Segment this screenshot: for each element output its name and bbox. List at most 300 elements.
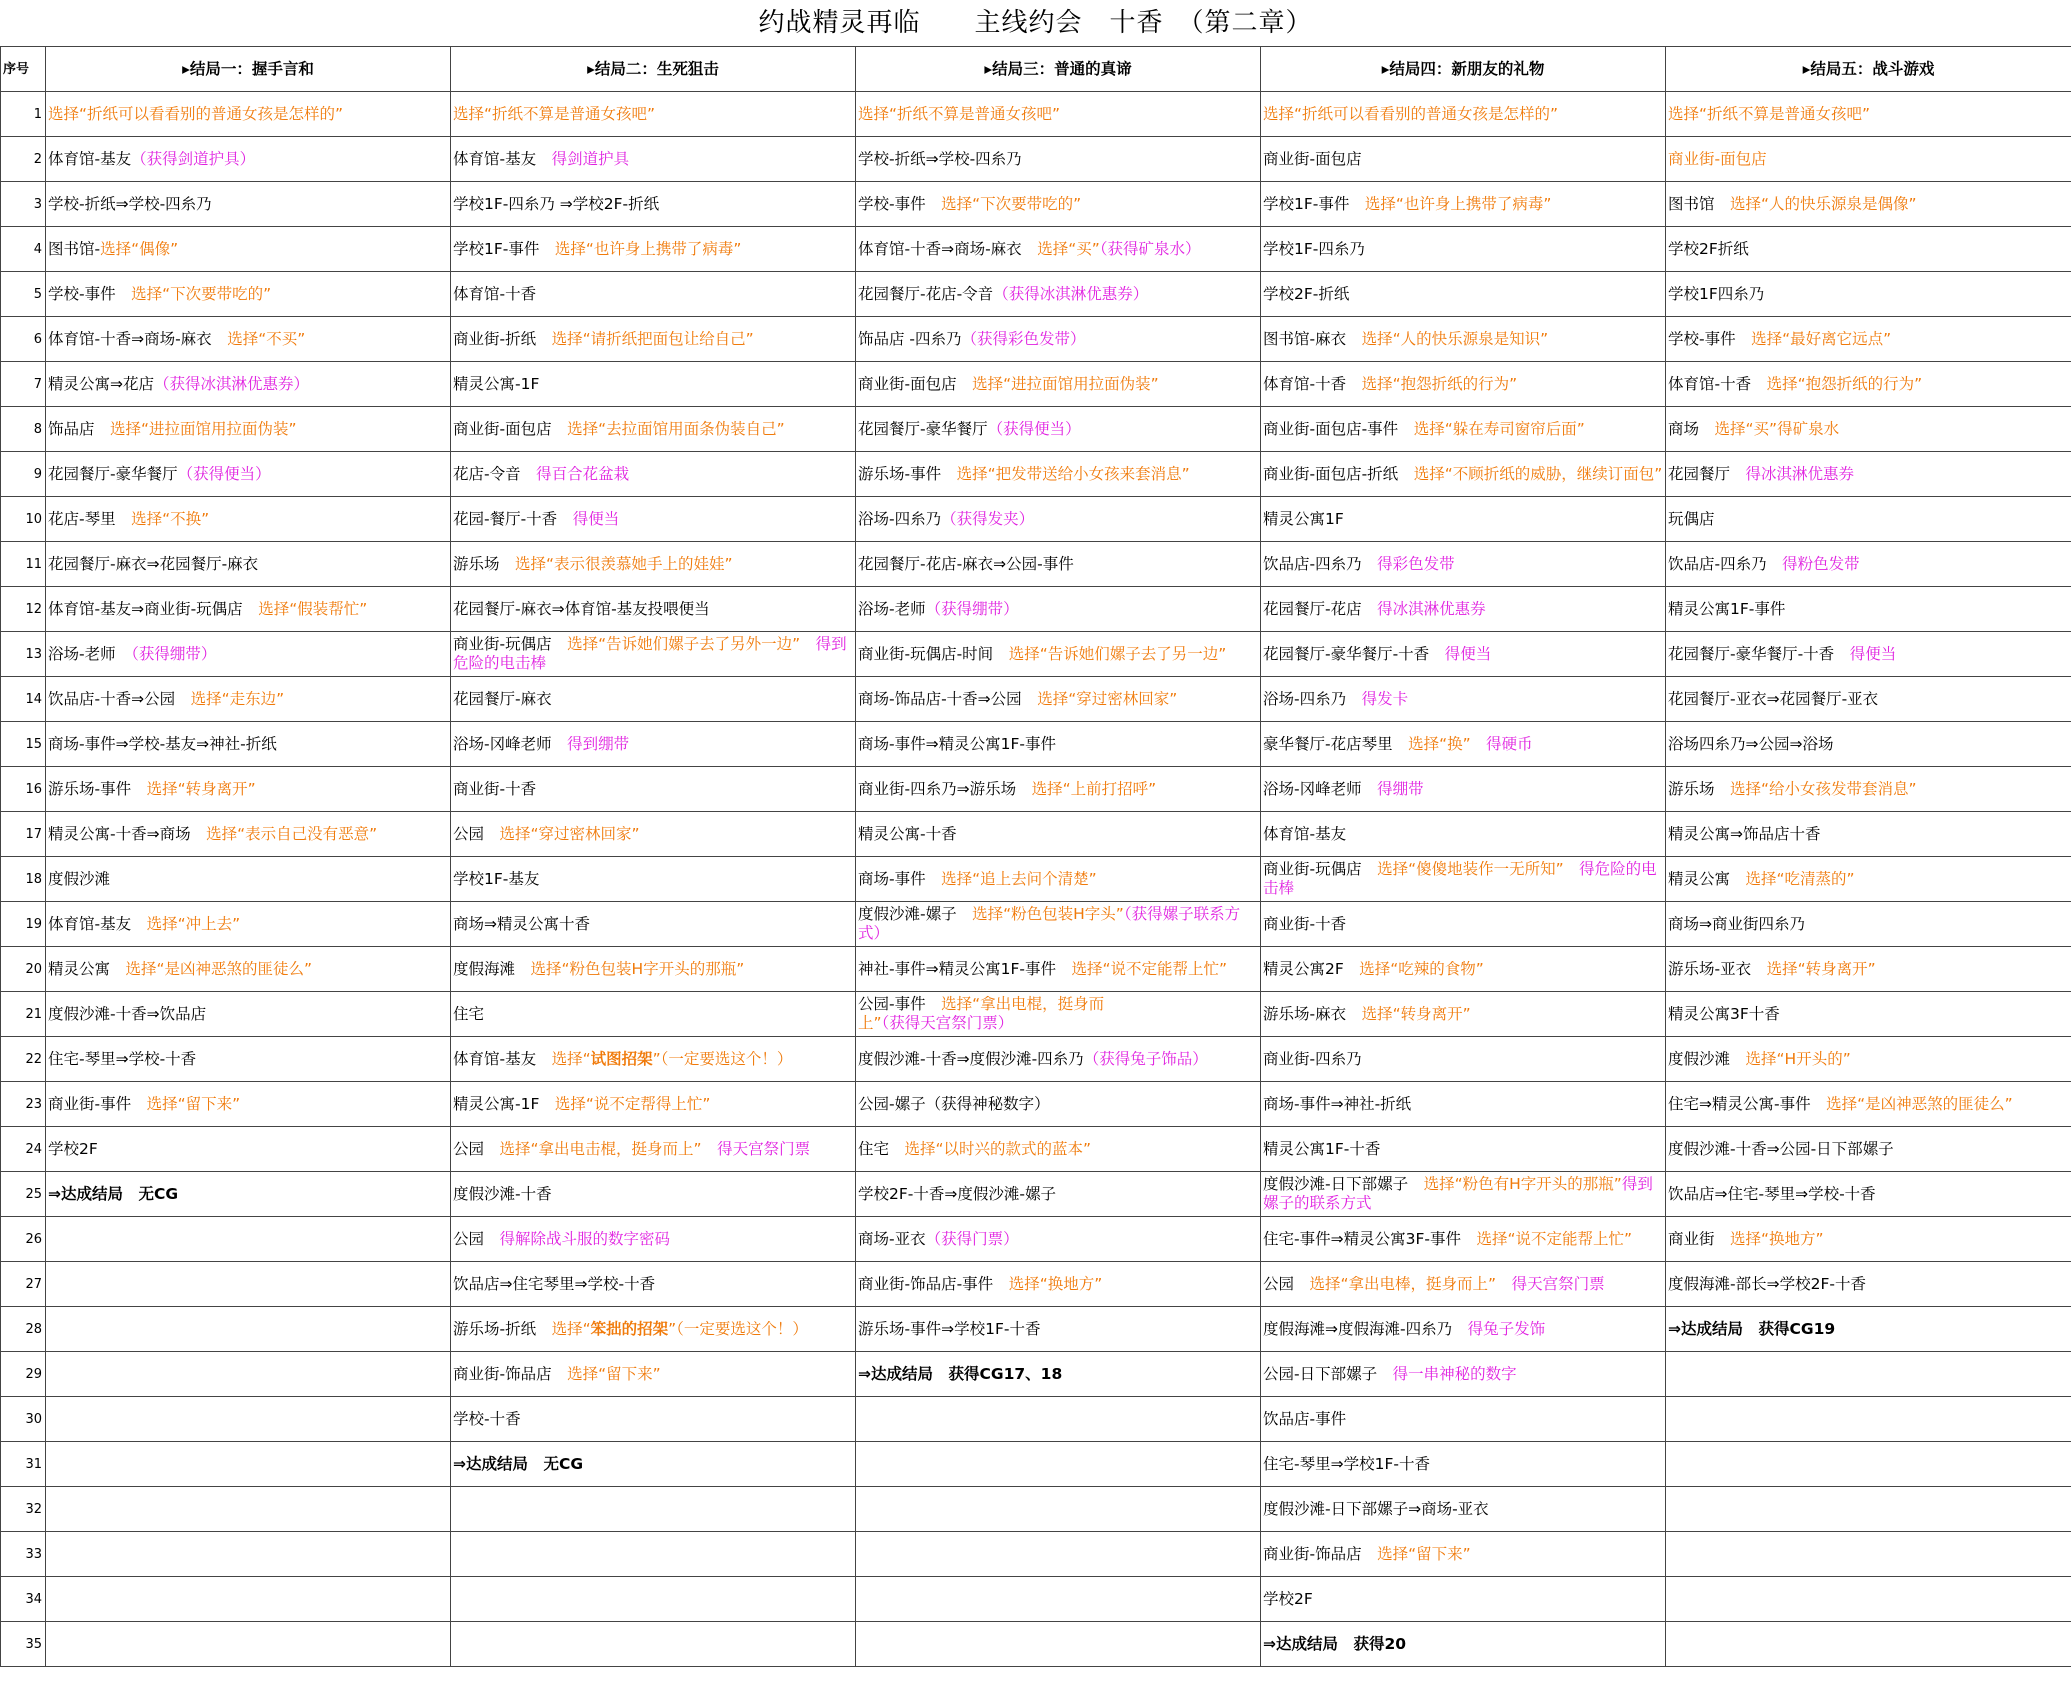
step-place: 花店-令音 <box>453 464 537 483</box>
step-place: 度假沙滩-嫘子 <box>858 905 973 923</box>
row-index: 29 <box>1 1352 46 1397</box>
ending-3-step <box>856 362 1261 407</box>
step-place: 精灵公寓1F <box>1263 509 1344 528</box>
row-index: 34 <box>1 1577 46 1622</box>
ending-3-step <box>856 812 1261 857</box>
step-choice: 选择“躲在寿司窗帘后面” <box>1413 419 1585 438</box>
ending-1-step <box>46 497 451 542</box>
row-index: 35 <box>1 1622 46 1667</box>
step-place: 商业街-面包店-事件 <box>1263 419 1414 438</box>
ending-4-step <box>1261 227 1666 272</box>
row-index: 33 <box>1 1532 46 1577</box>
table-body <box>1 92 2071 1667</box>
step-place: 公园 <box>453 1229 500 1248</box>
step-reward: （获得兔子饰品） <box>1083 1049 1208 1068</box>
ending-1-step <box>46 632 451 677</box>
row-index: 30 <box>1 1397 46 1442</box>
table-row <box>1 1127 2071 1172</box>
ending-3-step <box>856 182 1261 227</box>
step-reward: 得到危险的电击棒 <box>453 635 847 672</box>
ending-3-step <box>856 1397 1261 1442</box>
step-place: 度假沙滩 <box>48 869 111 888</box>
table-row <box>1 632 2071 677</box>
step-reward: 得解除战斗服的数字密码 <box>499 1229 671 1248</box>
table-row <box>1 1307 2071 1352</box>
ending-2-step <box>451 722 856 767</box>
row-index: 3 <box>1 182 46 227</box>
ending-3-step <box>856 137 1261 182</box>
ending-1-step <box>46 722 451 767</box>
step-place: 学校2F-折纸 <box>1263 284 1350 303</box>
row-index: 16 <box>1 767 46 812</box>
ending-3-step <box>856 1577 1261 1622</box>
step-reward: 得绷带 <box>1377 779 1424 798</box>
step-choice: 选择“吃清蒸的” <box>1745 869 1855 888</box>
ending-2-step <box>451 1532 856 1577</box>
step-choice: ”（一定要选这个！） <box>652 1049 793 1068</box>
table-row <box>1 1172 2071 1217</box>
step-choice: 选择“人的快乐源泉是偶像” <box>1730 194 1917 213</box>
ending-5-step <box>1666 497 2071 542</box>
ending-4-step <box>1261 1127 1666 1172</box>
table-row <box>1 1577 2071 1622</box>
ending-4-step <box>1261 1082 1666 1127</box>
step-choice: 选择“人的快乐源泉是知识” <box>1361 329 1549 348</box>
step-place: 浴场-冈峰老师 <box>1263 779 1378 798</box>
ending-1-step <box>46 227 451 272</box>
step-place: 商业街-玩偶店 <box>453 635 568 653</box>
index-header: 序号 <box>1 47 46 92</box>
ending-2-step <box>451 92 856 137</box>
step-place: 精灵公寓 <box>1668 869 1746 888</box>
step-reward: 得冰淇淋优惠券 <box>1745 464 1855 483</box>
step-place: 学校-事件 <box>1668 329 1752 348</box>
ending-1-step <box>46 1217 451 1262</box>
step-choice: 选择“去拉面馆用面条伪装自己” <box>567 419 785 438</box>
ending-2-step <box>451 1217 856 1262</box>
step-place: 商场 <box>1668 419 1715 438</box>
step-place: 饰品店 <box>48 419 111 438</box>
step-place: 学校1F-四糸乃 ⇒学校2F-折纸 <box>453 194 660 213</box>
ending-1-step <box>46 1037 451 1082</box>
ending-5-step <box>1666 137 2071 182</box>
ending-1-step <box>46 1622 451 1667</box>
step-place: 公园 <box>453 824 500 843</box>
ending-4-step <box>1261 1037 1666 1082</box>
step-reward: 得危险的电击棒 <box>1263 860 1657 897</box>
ending-1-step <box>46 1352 451 1397</box>
table-row <box>1 1397 2071 1442</box>
step-choice: 选择“转身离开” <box>146 779 256 798</box>
ending-4-step <box>1261 452 1666 497</box>
table-row <box>1 1352 2071 1397</box>
ending-4-step <box>1261 92 1666 137</box>
step-choice: 选择“表示自己没有恶意” <box>206 824 378 843</box>
step-choice: 选择“H开头的” <box>1745 1049 1851 1068</box>
step-place: 商业街-面包店 <box>1263 149 1362 168</box>
ending-5-step <box>1666 1442 2071 1487</box>
step-place: 学校2F <box>1263 1589 1313 1608</box>
step-choice: 选择“折纸不算是普通女孩吧” <box>1668 104 1871 123</box>
table-row <box>1 452 2071 497</box>
ending-2-step <box>451 182 856 227</box>
step-place: 商业街-面包店 <box>453 419 568 438</box>
ending-5-step <box>1666 1487 2071 1532</box>
ending-2-step <box>451 857 856 902</box>
ending-2-step <box>451 1442 856 1487</box>
step-place: 商业街-折纸 <box>453 329 552 348</box>
step-ending: ⇒达成结局 获得CG19 <box>1668 1319 1836 1338</box>
step-reward: （获得便当） <box>177 464 271 483</box>
step-place: 精灵公寓-1F <box>453 374 540 393</box>
ending-2-step <box>451 497 856 542</box>
ending-2-step <box>451 227 856 272</box>
ending-3-step <box>856 227 1261 272</box>
step-place: 饮品店-四糸乃 <box>1263 554 1378 573</box>
step-place: 豪华餐厅-花店琴里 <box>1263 734 1409 753</box>
ending-1-step <box>46 767 451 812</box>
ending-5-step <box>1666 677 2071 722</box>
ending-1-step <box>46 362 451 407</box>
step-choice: 选择“假装帮忙” <box>258 599 368 618</box>
step-place: 精灵公寓3F十香 <box>1668 1004 1780 1023</box>
ending-2-step <box>451 1037 856 1082</box>
step-choice: 选择“吃辣的食物” <box>1359 959 1484 978</box>
ending-1-step <box>46 452 451 497</box>
table-row <box>1 137 2071 182</box>
step-choice: 选择“穿过密林回家” <box>499 824 640 843</box>
step-place: 度假沙滩-十香 <box>453 1184 552 1203</box>
ending-5-step <box>1666 992 2071 1037</box>
step-place: 度假海滩 <box>453 959 531 978</box>
ending-3-step <box>856 1532 1261 1577</box>
step-choice: 选择“进拉面馆用拉面伪装” <box>972 374 1159 393</box>
ending-4-step <box>1261 362 1666 407</box>
step-place: 度假海滩⇒度假海滩-四糸乃 <box>1263 1319 1468 1338</box>
step-place: 花园餐厅-亚衣⇒花园餐厅-亚衣 <box>1668 689 1879 708</box>
step-choice: 选择“折纸可以看看别的普通女孩是怎样的” <box>1263 104 1559 123</box>
ending-5-step <box>1666 1217 2071 1262</box>
ending-1-header: ▸结局一：握手言和 <box>46 47 451 92</box>
ending-1-step <box>46 812 451 857</box>
ending-4-step <box>1261 137 1666 182</box>
table-row <box>1 1217 2071 1262</box>
step-choice: 选择“是凶神恶煞的匪徒么” <box>1826 1094 2013 1113</box>
ending-4-step <box>1261 902 1666 947</box>
ending-3-step <box>856 1127 1261 1172</box>
step-place: 学校-事件 <box>48 284 132 303</box>
step-place: 图书馆-麻衣 <box>1263 329 1362 348</box>
step-place: 度假沙滩-日下部嫘子 <box>1263 1175 1424 1193</box>
step-place: 学校2F-十香⇒度假沙滩-嫘子 <box>858 1184 1056 1203</box>
ending-4-step <box>1261 1622 1666 1667</box>
step-place: 学校1F-四糸乃 <box>1263 239 1365 258</box>
step-place: 饰品店 -四糸乃 <box>858 329 962 348</box>
ending-1-step <box>46 1577 451 1622</box>
step-place: 住宅 <box>858 1139 905 1158</box>
ending-1-step <box>46 1262 451 1307</box>
row-index: 17 <box>1 812 46 857</box>
ending-5-step <box>1666 1127 2071 1172</box>
ending-5-step <box>1666 767 2071 812</box>
row-index: 24 <box>1 1127 46 1172</box>
step-reward: 得百合花盆栽 <box>536 464 630 483</box>
step-choice: 选择“换地方” <box>1730 1229 1824 1248</box>
step-place: 浴场-老师 <box>48 644 132 663</box>
step-place: 住宅-事件⇒精灵公寓3F-事件 <box>1263 1229 1477 1248</box>
ending-5-step <box>1666 182 2071 227</box>
step-place: 花园餐厅-豪华餐厅 <box>858 419 988 438</box>
step-reward: 得天宫祭门票 <box>1511 1274 1605 1293</box>
ending-5-step <box>1666 1577 2071 1622</box>
step-place: 学校-事件 <box>858 194 942 213</box>
step-place: 商业街-饰品店-事件 <box>858 1274 1009 1293</box>
ending-2-step <box>451 677 856 722</box>
step-reward: （获得嫘子联系方式） <box>858 905 1241 942</box>
step-place: 花园餐厅-豪华餐厅-十香 <box>1263 644 1445 663</box>
step-choice: 选择“冲上去” <box>146 914 241 933</box>
step-place: 体育馆-基友 <box>453 1049 552 1068</box>
step-place: 图书馆- <box>48 239 101 258</box>
step-place: 饮品店⇒住宅琴里⇒学校-十香 <box>453 1274 656 1293</box>
step-reward: 得便当 <box>1444 644 1492 663</box>
route-table <box>0 46 2071 1667</box>
ending-2-step <box>451 1127 856 1172</box>
ending-5-step <box>1666 632 2071 677</box>
step-place: 游乐场 <box>1668 779 1731 798</box>
ending-1-step <box>46 992 451 1037</box>
ending-4-step <box>1261 1217 1666 1262</box>
table-row <box>1 1037 2071 1082</box>
ending-3-step <box>856 992 1261 1037</box>
step-reward: （获得剑道护具） <box>131 149 256 168</box>
step-place: 度假沙滩-日下部嫘子⇒商场-亚衣 <box>1263 1499 1489 1518</box>
step-choice: 选择“留下来” <box>1377 1544 1471 1563</box>
step-place: 体育馆-十香 <box>453 284 537 303</box>
ending-3-step <box>856 1442 1261 1487</box>
ending-1-step <box>46 92 451 137</box>
step-choice: 选择“告诉她们嫘子去了另一边” <box>1008 644 1227 663</box>
step-reward: （获得矿泉水） <box>1099 239 1201 258</box>
ending-5-step <box>1666 1037 2071 1082</box>
step-place: 学校1F四糸乃 <box>1668 284 1765 303</box>
step-place: 浴场-老师 <box>858 599 926 618</box>
row-index: 14 <box>1 677 46 722</box>
step-choice: 选择“也许身上携带了病毒” <box>554 239 742 258</box>
step-place: 学校-折纸⇒学校-四糸乃 <box>858 149 1022 168</box>
ending-2-step <box>451 452 856 497</box>
step-place: 花园餐厅-豪华餐厅-十香 <box>1668 644 1850 663</box>
step-reward: （获得发夹） <box>941 509 1035 528</box>
ending-1-step <box>46 182 451 227</box>
ending-4-step <box>1261 1397 1666 1442</box>
step-place: 公园-嫘子（获得神秘数字） <box>858 1094 1050 1113</box>
step-choice: 选择“最好离它远点” <box>1751 329 1892 348</box>
step-choice: 选择“粉色包装H字头” <box>972 905 1124 923</box>
step-reward: 得一串神秘的数字 <box>1392 1364 1517 1383</box>
step-place: 精灵公寓1F-事件 <box>1668 599 1786 618</box>
step-place: 花店-琴里 <box>48 509 132 528</box>
ending-4-step <box>1261 1532 1666 1577</box>
ending-2-step <box>451 1172 856 1217</box>
table-row <box>1 947 2071 992</box>
ending-4-step <box>1261 542 1666 587</box>
table-row <box>1 497 2071 542</box>
ending-4-step <box>1261 812 1666 857</box>
step-place: 度假沙滩-十香⇒度假沙滩-四糸乃 <box>858 1049 1084 1068</box>
table-row <box>1 272 2071 317</box>
step-place: 体育馆-十香 <box>1668 374 1767 393</box>
ending-4-step <box>1261 947 1666 992</box>
step-choice: 选择“走东边” <box>190 689 285 708</box>
step-place: 体育馆-基友 <box>48 914 147 933</box>
row-index: 2 <box>1 137 46 182</box>
step-place: 体育馆-十香⇒商场-麻衣 <box>858 239 1038 258</box>
step-choice: 选择“转身离开” <box>1361 1004 1471 1023</box>
ending-1-step <box>46 1127 451 1172</box>
ending-5-step <box>1666 722 2071 767</box>
table-row <box>1 317 2071 362</box>
step-place: 花园餐厅-花店-麻衣⇒公园-事件 <box>858 554 1074 573</box>
step-place: 饮品店-十香⇒公园 <box>48 689 191 708</box>
ending-4-step <box>1261 1442 1666 1487</box>
header-row <box>1 47 2071 92</box>
step-reward: （获得绷带） <box>925 599 1019 618</box>
ending-2-step <box>451 1082 856 1127</box>
step-place: 商场-事件⇒学校-基友⇒神社-折纸 <box>48 734 277 753</box>
ending-1-step <box>46 1172 451 1217</box>
step-choice: 选择“偶像” <box>100 239 179 258</box>
ending-2-step <box>451 542 856 587</box>
ending-3-step <box>856 632 1261 677</box>
step-place: 商业街-四糸乃 <box>1263 1049 1362 1068</box>
step-place: 住宅⇒精灵公寓-事件 <box>1668 1094 1827 1113</box>
row-index: 11 <box>1 542 46 587</box>
step-place: 商业街-玩偶店-时间 <box>858 644 1009 663</box>
ending-5-step <box>1666 1172 2071 1217</box>
row-index: 25 <box>1 1172 46 1217</box>
step-place: 体育馆-基友⇒商业街-玩偶店 <box>48 599 259 618</box>
step-choice: 选择“拿出电棒，挺身而上” <box>1309 1274 1512 1293</box>
step-place: 商业街-面包店-折纸 <box>1263 464 1414 483</box>
step-ending: ⇒达成结局 获得CG17、18 <box>858 1364 1063 1383</box>
ending-4-step <box>1261 587 1666 632</box>
step-place: 体育馆-十香 <box>1263 374 1362 393</box>
step-choice: 选择“说不定能帮上忙” <box>1071 959 1228 978</box>
row-index: 1 <box>1 92 46 137</box>
step-place: 学校-折纸⇒学校-四糸乃 <box>48 194 212 213</box>
ending-5-step <box>1666 1397 2071 1442</box>
row-index: 21 <box>1 992 46 1037</box>
ending-5-step <box>1666 902 2071 947</box>
ending-5-step <box>1666 1532 2071 1577</box>
ending-4-header: ▸结局四：新朋友的礼物 <box>1261 47 1666 92</box>
step-place: 游乐场-事件⇒学校1F-十香 <box>858 1319 1041 1338</box>
step-place: 学校2F折纸 <box>1668 239 1749 258</box>
row-index: 26 <box>1 1217 46 1262</box>
ending-4-step <box>1261 317 1666 362</box>
step-place: 商场-亚衣 <box>858 1229 926 1248</box>
step-place: 精灵公寓2F <box>1263 959 1360 978</box>
step-reward: 得粉色发带 <box>1782 554 1860 573</box>
step-place: 神社-事件⇒精灵公寓1F-事件 <box>858 959 1072 978</box>
step-choice: 选择“留下来” <box>567 1364 661 1383</box>
step-choice: 选择“粉色有H字开头的那瓶” <box>1423 1175 1622 1193</box>
step-choice: 选择“ <box>551 1049 591 1068</box>
table-row <box>1 407 2071 452</box>
ending-1-step <box>46 542 451 587</box>
step-choice: 选择“追上去问个清楚” <box>941 869 1097 888</box>
step-place: 学校1F-基友 <box>453 869 540 888</box>
step-reward: 得便当 <box>1849 644 1897 663</box>
step-place: 体育馆-基友 <box>48 149 132 168</box>
step-place: 学校1F-事件 <box>1263 194 1365 213</box>
table-row <box>1 812 2071 857</box>
step-choice: 选择“是凶神恶煞的匪徒么” <box>125 959 313 978</box>
table-row <box>1 992 2071 1037</box>
ending-4-step <box>1261 632 1666 677</box>
ending-4-step <box>1261 722 1666 767</box>
step-place: 花园餐厅 <box>1668 464 1746 483</box>
ending-4-step <box>1261 1352 1666 1397</box>
ending-4-step <box>1261 857 1666 902</box>
step-place: 商业街-十香 <box>1263 914 1347 933</box>
step-choice: 选择“抱怨折纸的行为” <box>1361 374 1518 393</box>
table-row <box>1 857 2071 902</box>
step-reward: 得发卡 <box>1361 689 1409 708</box>
step-place: 浴场四糸乃⇒公园⇒浴场 <box>1668 734 1834 753</box>
step-choice: 选择“傻傻地装作一无所知” <box>1377 860 1580 878</box>
step-place: 公园-日下部嫘子 <box>1263 1364 1393 1383</box>
ending-1-step <box>46 407 451 452</box>
step-choice: 选择“拿出电击棍，挺身而上” <box>499 1139 718 1158</box>
ending-2-step <box>451 1577 856 1622</box>
ending-3-step <box>856 587 1261 632</box>
ending-3-step <box>856 902 1261 947</box>
step-reward: 得天宫祭门票 <box>717 1139 811 1158</box>
step-place: 住宅-琴里⇒学校-十香 <box>48 1049 197 1068</box>
step-place: 饮品店⇒住宅-琴里⇒学校-十香 <box>1668 1184 1876 1203</box>
step-place: 精灵公寓-十香 <box>858 824 957 843</box>
ending-5-header: ▸结局五：战斗游戏 <box>1666 47 2071 92</box>
ending-4-step <box>1261 1307 1666 1352</box>
step-choice: 选择“留下来” <box>146 1094 241 1113</box>
step-place: 学校-十香 <box>453 1409 521 1428</box>
step-place: 精灵公寓 <box>48 959 126 978</box>
step-reward: （获得门票） <box>925 1229 1019 1248</box>
ending-5-step <box>1666 1082 2071 1127</box>
step-choice: 选择“以时兴的款式的蓝本” <box>904 1139 1092 1158</box>
ending-3-step <box>856 677 1261 722</box>
table-row <box>1 1622 2071 1667</box>
step-reward: （获得便当） <box>987 419 1081 438</box>
row-index: 4 <box>1 227 46 272</box>
step-place: 浴场-冈峰老师 <box>453 734 568 753</box>
row-index: 31 <box>1 1442 46 1487</box>
ending-5-step <box>1666 857 2071 902</box>
step-place: 商场-事件 <box>858 869 942 888</box>
ending-1-step <box>46 1397 451 1442</box>
ending-4-step <box>1261 1577 1666 1622</box>
ending-5-step <box>1666 362 2071 407</box>
table-row <box>1 92 2071 137</box>
ending-2-step <box>451 947 856 992</box>
table-row <box>1 1262 2071 1307</box>
step-place: 度假海滩-部长⇒学校2F-十香 <box>1668 1274 1866 1293</box>
step-choice: 笨拙的招架 <box>590 1319 669 1338</box>
step-place: 商业街-面包店 <box>858 374 973 393</box>
ending-3-step <box>856 1217 1261 1262</box>
